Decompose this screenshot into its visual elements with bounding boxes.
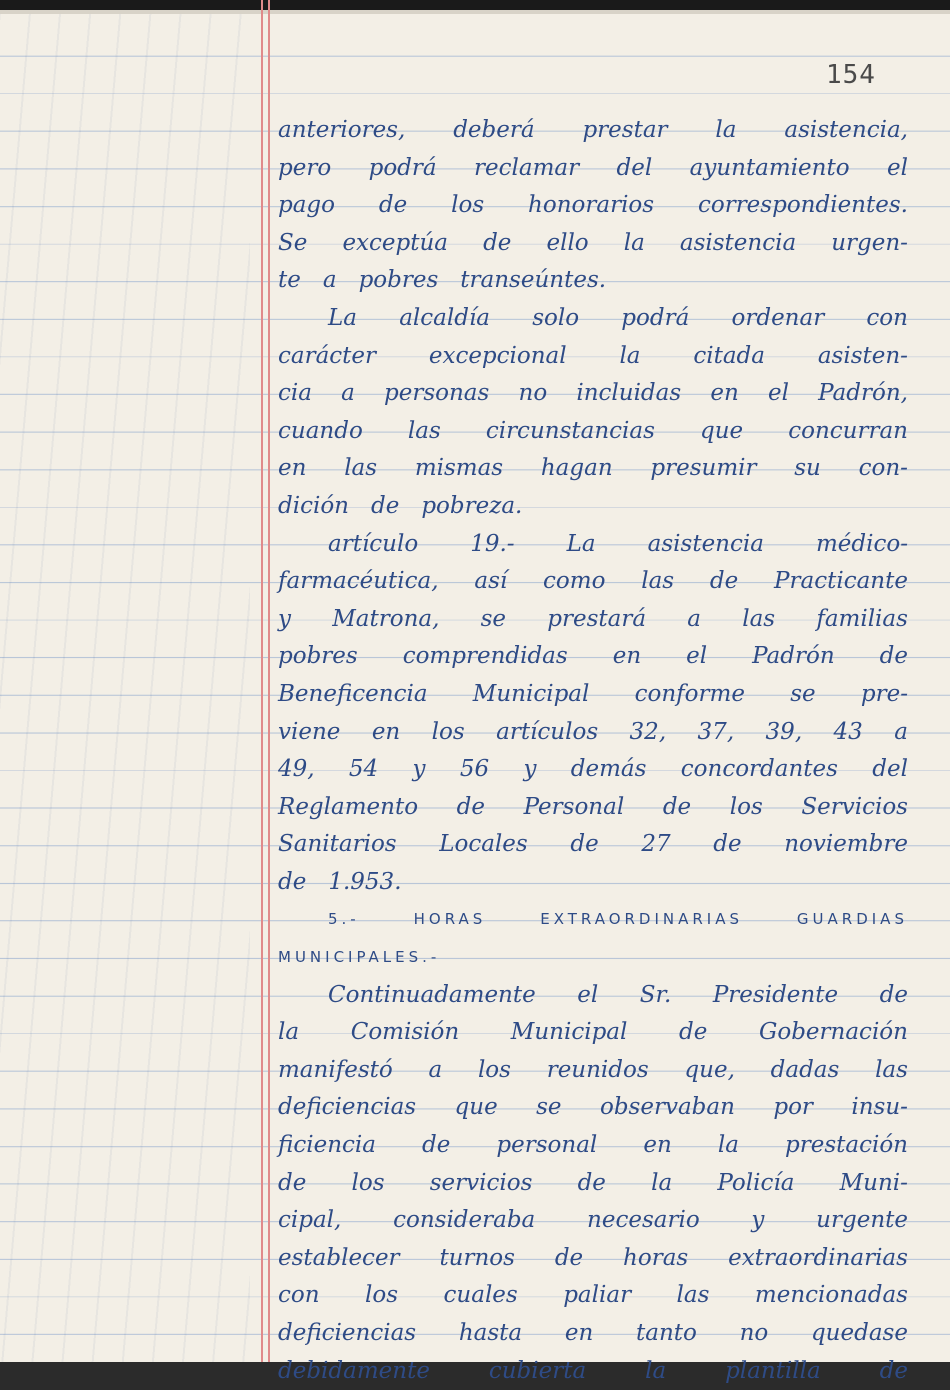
text-line: MUNICIPALES.-	[278, 948, 441, 967]
text-line: cipal, consideraba necesario y urgente	[278, 1207, 908, 1234]
text-line: con los cuales paliar las mencionadas	[278, 1282, 908, 1309]
text-line: la Comisión Municipal de Gobernación	[278, 1019, 908, 1046]
text-line: carácter excepcional la citada asisten-	[278, 342, 908, 369]
margin-rule-left	[261, 0, 263, 1362]
text-line: La alcaldía solo podrá ordenar con	[328, 304, 908, 331]
text-line: pago de los honorarios correspondientes.	[278, 192, 908, 219]
text-line: deficiencias hasta en tanto no quedase	[278, 1320, 908, 1346]
handwritten-text-block	[278, 112, 908, 1390]
text-line: pero podrá reclamar del ayuntamiento el	[278, 154, 908, 181]
text-line: Continuadamente el Sr. Presidente de	[328, 981, 908, 1008]
show-through-bleed	[0, 0, 250, 1362]
text-line: dición de pobreza.	[278, 492, 523, 519]
text-line: cia a personas no incluidas en el Padrón,	[278, 380, 908, 407]
folio-number: 154	[826, 60, 876, 90]
text-line: y Matrona, se prestará a las familias	[278, 605, 908, 632]
text-line: te a pobres transeúntes.	[278, 267, 607, 294]
text-line: Sanitarios Locales de 27 de noviembre	[278, 831, 908, 858]
text-line: de 1.953.	[278, 868, 402, 895]
margin-rule-right	[268, 0, 270, 1362]
text-line: en las mismas hagan presumir su con-	[278, 455, 908, 482]
text-line: 5.- HORAS EXTRAORDINARIAS GUARDIAS	[328, 910, 908, 929]
text-line: de los servicios de la Policía Muni-	[278, 1169, 908, 1196]
text-line: cuando las circunstancias que concurran	[278, 417, 908, 444]
text-line: deficiencias que se observaban por insu-	[278, 1094, 908, 1121]
text-line: Se exceptúa de ello la asistencia urgen-	[278, 229, 908, 256]
text-line: Reglamento de Personal de los Servicios	[278, 793, 908, 820]
text-line: pobres comprendidas en el Padrón de	[278, 643, 908, 670]
text-line: 49, 54 y 56 y demás concordantes del	[278, 756, 908, 783]
text-line: artículo 19.- La asistencia médico-	[328, 530, 908, 557]
text-line: debidamente cubierta la plantilla de	[278, 1357, 908, 1384]
text-line: Beneficencia Municipal conforme se pre-	[278, 680, 908, 707]
text-line: farmacéutica, así como las de Practicante	[278, 568, 908, 595]
page-top-edge	[0, 0, 950, 14]
text-line: viene en los artículos 32, 37, 39, 43 a	[278, 718, 908, 745]
text-line: ficiencia de personal en la prestación	[278, 1132, 908, 1159]
text-line: manifestó a los reunidos que, dadas las	[278, 1056, 908, 1083]
text-line: establecer turnos de horas extraordinarias	[278, 1244, 908, 1271]
text-line: anteriores, deberá prestar la asistencia,	[278, 117, 908, 143]
